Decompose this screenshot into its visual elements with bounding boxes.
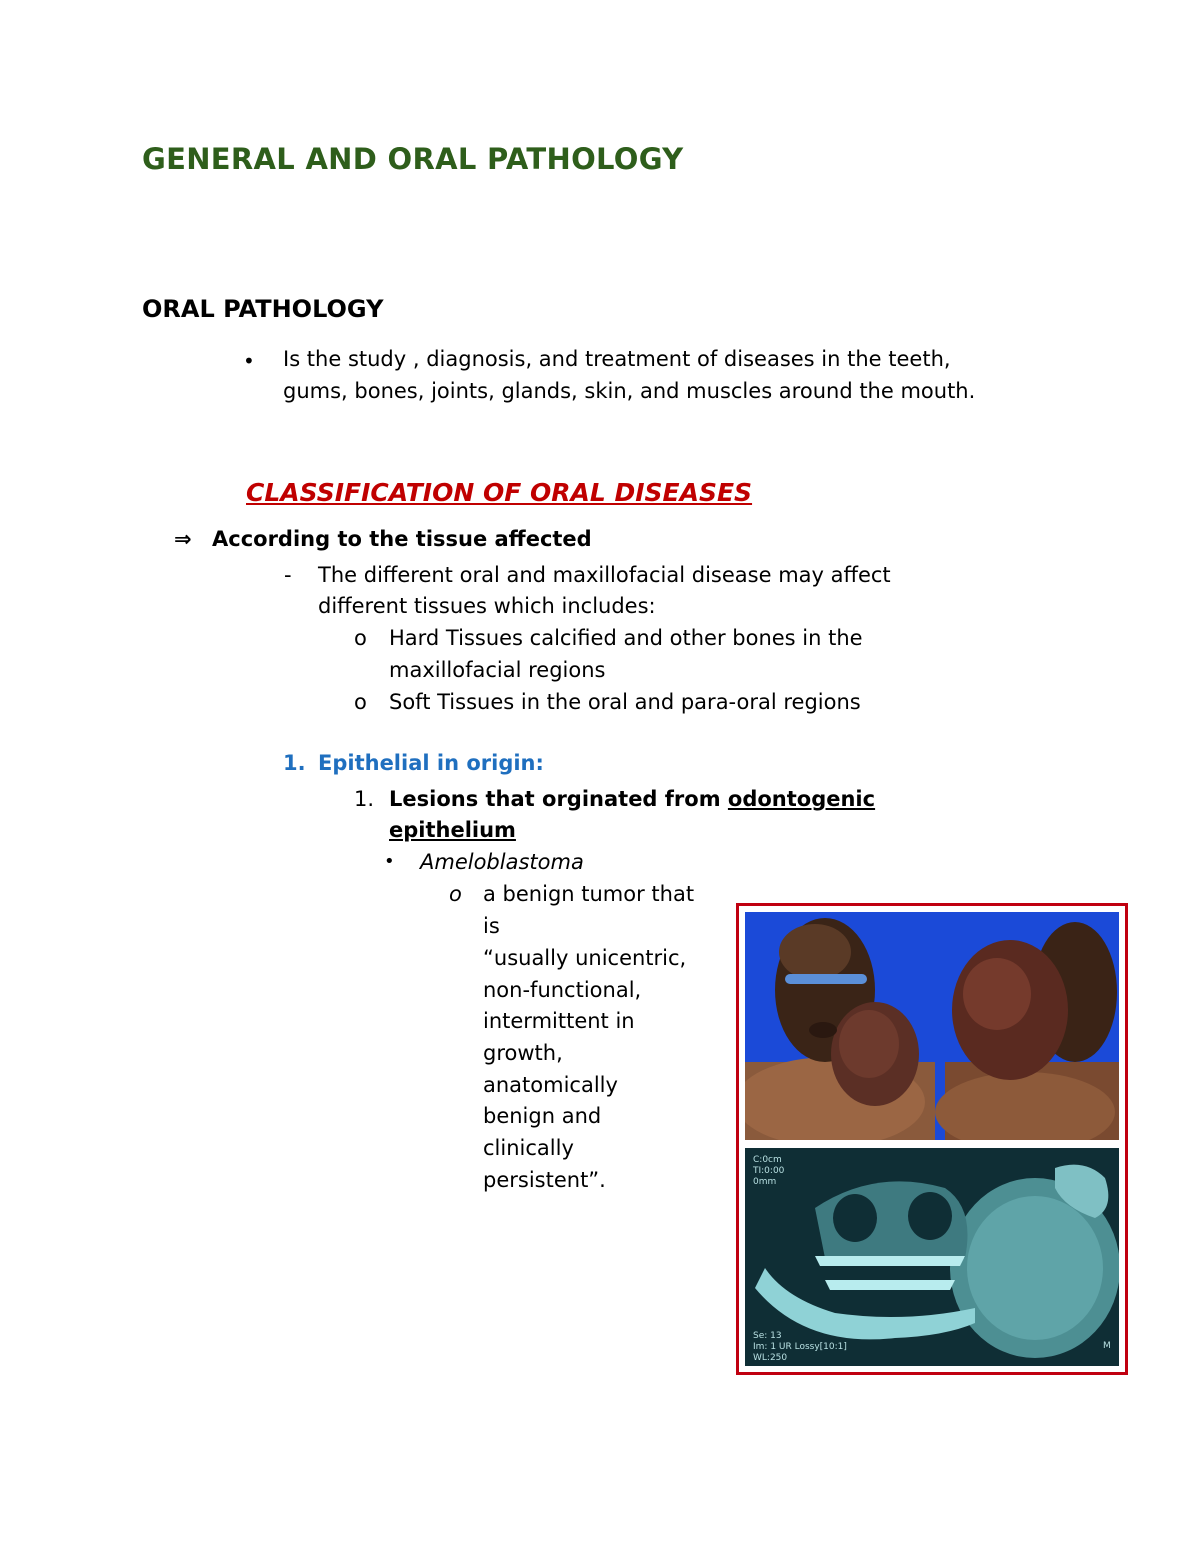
description-line: persistent”. (483, 1168, 606, 1192)
xray-label-bl3: WL:250 (753, 1353, 788, 1363)
section-heading: ORAL PATHOLOGY (142, 295, 384, 323)
arrow-marker: ⇒ (174, 527, 192, 551)
document-title: GENERAL AND ORAL PATHOLOGY (142, 142, 684, 176)
bullet-marker: • (243, 349, 255, 373)
ct-scan-image (745, 1148, 1119, 1366)
disease-bullet: • (384, 851, 395, 872)
patient-photo-illustration (745, 912, 1119, 1140)
disease-name: Ameloblastoma (420, 850, 584, 874)
xray-label-tl3: 0mm (753, 1177, 777, 1187)
description-line: benign and (483, 1104, 602, 1128)
sub-marker-hard: o (354, 626, 367, 650)
definition-line-2: gums, bones, joints, glands, skin, and muscles around the mouth. (283, 379, 976, 403)
xray-label-br: M (1103, 1341, 1111, 1351)
item-prefix: Lesions that orginated from (389, 787, 728, 811)
item-line-1 (389, 783, 875, 815)
category-number: 1. (283, 751, 306, 775)
category-label: Epithelial in origin: (318, 751, 544, 775)
clinical-photo (745, 912, 1119, 1140)
xray-label-bl2: Im: 1 UR Lossy[10:1] (753, 1342, 847, 1352)
description-line-1: The different oral and maxillofacial disease may affect (318, 563, 891, 587)
description-line: is (483, 914, 500, 938)
description-line: a benign tumor that (483, 882, 695, 906)
hard-tissues-line-2: maxillofacial regions (389, 658, 606, 682)
item-number: 1. (354, 787, 375, 811)
item-underlined-1: odontogenic (727, 787, 876, 811)
xray-illustration (745, 1148, 1119, 1366)
figure-separator (739, 1140, 1119, 1148)
description-line: anatomically (483, 1073, 618, 1097)
soft-tissues-line: Soft Tissues in the oral and para-oral regions (389, 690, 861, 714)
definition-line-1: Is the study , diagnosis, and treatment of diseases in the teeth, (283, 347, 951, 371)
description-line-2: different tissues which includes: (318, 594, 656, 618)
description-line: intermittent in (483, 1009, 635, 1033)
description-line: “usually unicentric, (483, 946, 687, 970)
item-underlined-2: epithelium (389, 818, 516, 842)
classification-heading: CLASSIFICATION OF ORAL DISEASES (246, 478, 753, 507)
description-line: clinically (483, 1136, 574, 1160)
xray-label-tl2: TI:0:00 (753, 1166, 785, 1176)
description-line: growth, (483, 1041, 563, 1065)
criteria-label: According to the tissue affected (212, 527, 592, 551)
clinical-figure (736, 903, 1128, 1375)
sub-marker-soft: o (354, 690, 367, 714)
description-marker: o (449, 882, 462, 906)
xray-label-tl1: C:0cm (753, 1155, 782, 1165)
xray-label-bl1: Se: 13 (753, 1331, 782, 1341)
description-line: non-functional, (483, 978, 642, 1002)
hard-tissues-line-1: Hard Tissues calcified and other bones in the (389, 626, 863, 650)
dash-marker: - (284, 563, 292, 587)
